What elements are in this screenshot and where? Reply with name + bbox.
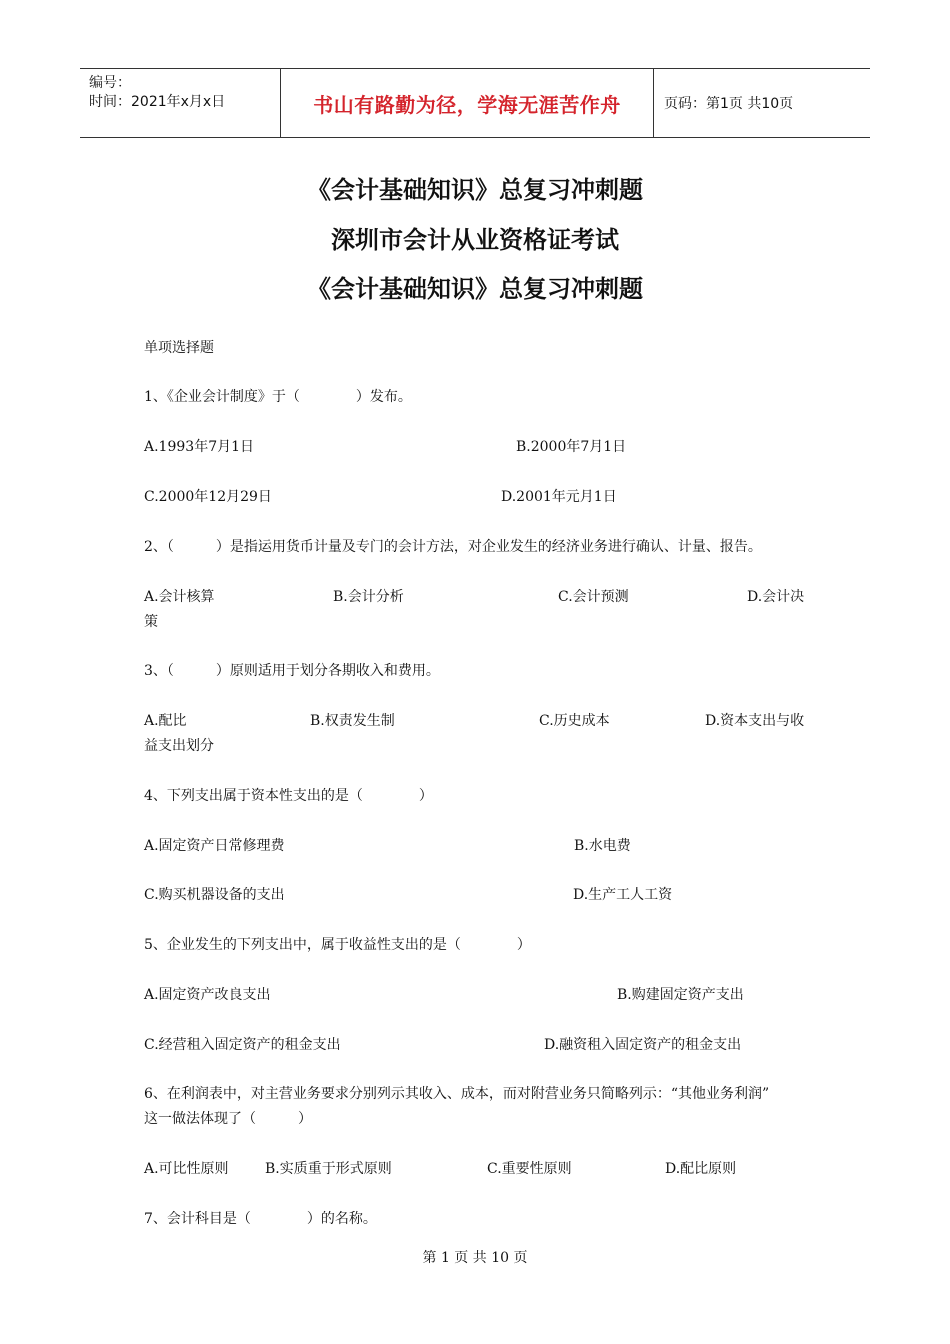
- question-5-stem: 5、企业发生的下列支出中，属于收益性支出的是（ ）: [144, 937, 531, 953]
- question-2-stem: 2、（ ）是指运用货币计量及专门的会计方法，对企业发生的经济业务进行确认、计量、报告。: [144, 539, 762, 555]
- question-4-option-d: D.生产工人工资: [573, 887, 673, 903]
- question-1-option-c: C.2000年12月29日: [144, 489, 272, 505]
- question-3-option-d: D.资本支出与收: [705, 713, 805, 729]
- header-motto-cell: [281, 69, 654, 137]
- question-2-option-a: A.会计核算: [144, 589, 215, 605]
- question-4-option-b: B.水电费: [574, 838, 631, 854]
- question-1-option-b: B.2000年7月1日: [516, 439, 627, 455]
- question-7-stem: 7、会计科目是（ ）的名称。: [144, 1211, 377, 1227]
- page-footer: 第 1 页 共 10 页: [422, 1250, 528, 1266]
- question-6-option-b: B.实质重于形式原则: [265, 1161, 392, 1177]
- document-title: 《会计基础知识》总复习冲刺题: [307, 176, 643, 204]
- question-5-option-a: A.固定资产改良支出: [144, 987, 271, 1003]
- document-number-label: 编号：: [89, 75, 131, 91]
- motto-text: 书山有路勤为径，学海无涯苦作舟: [313, 92, 621, 117]
- question-6-stem: 6、在利润表中，对主营业务要求分别列示其收入、成本，而对附营业务只简略列示：“其他业务利润”: [144, 1086, 770, 1102]
- question-3-stem: 3、（ ）原则适用于划分各期收入和费用。: [144, 663, 440, 679]
- question-2-option-c: C.会计预测: [558, 589, 629, 605]
- question-6-option-c: C.重要性原则: [487, 1161, 572, 1177]
- question-4-option-c: C.购买机器设备的支出: [144, 887, 285, 903]
- question-3-option-b: B.权责发生制: [310, 713, 395, 729]
- question-2-option-d: D.会计决: [747, 589, 805, 605]
- header-left-cell: [80, 69, 281, 137]
- question-6-option-a: A.可比性原则: [144, 1161, 229, 1177]
- question-3-option-c: C.历史成本: [539, 713, 610, 729]
- question-1-stem: 1、《企业会计制度》于（ ）发布。: [144, 389, 412, 405]
- header-page-cell: [654, 69, 870, 137]
- question-5-option-d: D.融资租入固定资产的租金支出: [544, 1037, 742, 1053]
- question-2-option-d-wrap: 策: [144, 614, 158, 630]
- question-4-stem: 4、下列支出属于资本性支出的是（ ）: [144, 788, 433, 804]
- header-table: [80, 68, 870, 138]
- question-2-option-b: B.会计分析: [333, 589, 404, 605]
- document-date: 时间：2021年x月x日: [89, 94, 226, 110]
- document-subtitle: 深圳市会计从业资格证考试: [331, 226, 619, 254]
- question-3-option-d-wrap: 益支出划分: [144, 738, 214, 754]
- question-5-option-c: C.经营租入固定资产的租金支出: [144, 1037, 341, 1053]
- document-title-repeat: 《会计基础知识》总复习冲刺题: [307, 275, 643, 303]
- page-info: 页码：第1页 共10页: [664, 96, 794, 112]
- question-3-option-a: A.配比: [144, 713, 187, 729]
- section-label: 单项选择题: [144, 340, 214, 356]
- question-6-option-d: D.配比原则: [665, 1161, 737, 1177]
- question-1-option-a: A.1993年7月1日: [144, 439, 255, 455]
- question-6-stem-continued: 这一做法体现了（ ）: [144, 1111, 312, 1127]
- question-1-option-d: D.2001年元月1日: [501, 489, 617, 505]
- question-5-option-b: B.购建固定资产支出: [617, 987, 744, 1003]
- question-4-option-a: A.固定资产日常修理费: [144, 838, 285, 854]
